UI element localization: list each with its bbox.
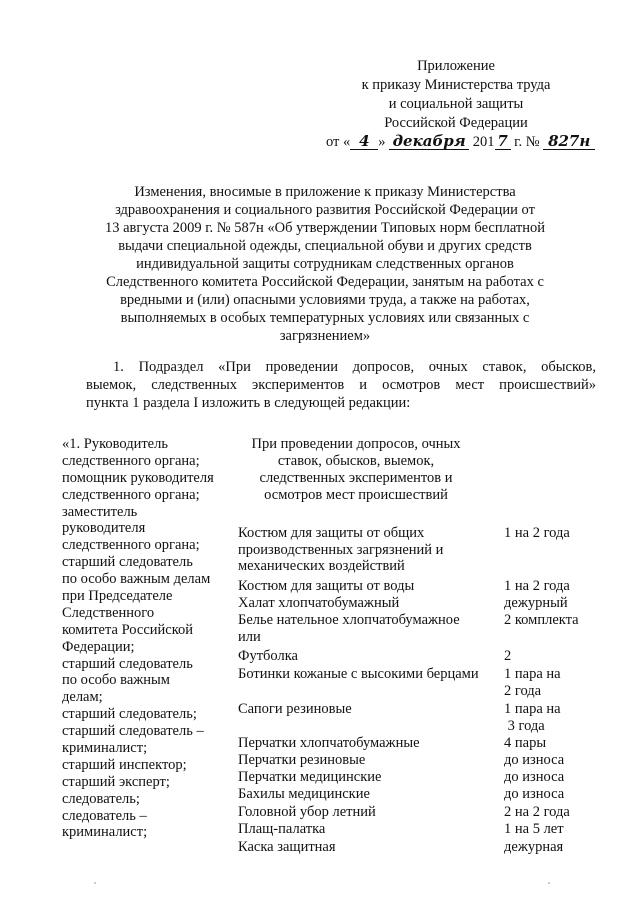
item-name-line: Халат хлопчатобумажный xyxy=(238,595,400,611)
item-name-line: Бахилы медицинские xyxy=(238,786,370,802)
order-mid: » xyxy=(378,134,386,150)
paragraph-line: выемок, следственных экспериментов и осмотров мест происшествий» xyxy=(86,377,596,393)
position-line: следственного органа; xyxy=(62,486,200,503)
item-norm-line: 2 года xyxy=(504,683,542,699)
item-name-line: Головной убор летний xyxy=(238,804,376,820)
item-name xyxy=(238,786,496,803)
paragraph-line: 1. Подраздел «При проведении допросов, очных ставок, обысков, xyxy=(113,359,596,375)
item-norm-line: 2 xyxy=(504,648,512,664)
item-name xyxy=(238,525,496,575)
title-line: выполняемых в особых температурных условиях или связанных с xyxy=(120,310,530,326)
position-line: старший инспектор; xyxy=(62,756,187,773)
item-name xyxy=(238,648,496,665)
item-name xyxy=(238,735,496,752)
item-name-line: механических воздействий xyxy=(238,558,405,574)
position-line: криминалист; xyxy=(62,740,148,757)
position-line: следователь – xyxy=(62,807,147,824)
item-name xyxy=(238,666,496,683)
order-prefix: от « xyxy=(326,134,351,150)
heading-line: ставок, обысков, выемок, xyxy=(277,453,435,469)
position-line: по особо важным делам xyxy=(62,571,211,588)
item-norm-line: 2 комплекта xyxy=(504,612,579,628)
appendix-label: Приложение xyxy=(417,58,495,74)
appendix-ministry: и социальной защиты xyxy=(388,96,524,112)
title-line: индивидуальной защиты сотрудникам следственных органов xyxy=(136,256,514,272)
title-line: 13 августа 2009 г. № 587н «Об утверждении Типовых норм бесплатной xyxy=(104,220,546,236)
item-norm-line: до износа xyxy=(504,752,565,768)
title-line: загрязнением» xyxy=(279,328,371,344)
title-line: здравоохранения и социального развития Российской Федерации от xyxy=(115,202,535,218)
order-day: 4 xyxy=(350,133,378,150)
position-line: при Председателе xyxy=(62,588,173,605)
positions-column xyxy=(62,436,232,841)
paragraph-line: пункта 1 раздела I изложить в следующей редакции: xyxy=(86,395,411,411)
order-number: 827н xyxy=(543,133,595,150)
position-line: руководителя xyxy=(62,520,146,537)
appendix-order-ref: к приказу Министерства труда xyxy=(361,77,551,93)
position-line: помощник руководителя xyxy=(62,469,214,486)
title-line: Следственного комитета Российской Федерации, занятым на работах с xyxy=(106,274,544,290)
document-title xyxy=(70,183,580,345)
position-line: старший следователь xyxy=(62,655,193,672)
heading-line: следственных экспериментов и xyxy=(259,470,453,486)
item-norm xyxy=(504,839,588,856)
item-name-line: Костюм для защиты от общих xyxy=(238,525,425,541)
item-name-line: Каска защитная xyxy=(238,839,336,855)
item-name-line: Белье нательное хлопчатобумажное xyxy=(238,612,460,628)
item-norm xyxy=(504,769,588,786)
item-name xyxy=(238,701,496,718)
item-norm xyxy=(504,525,588,542)
item-norm-line: 1 пара на xyxy=(504,666,561,682)
order-year-prefix: 201 xyxy=(472,134,495,150)
appendix-header xyxy=(326,57,591,152)
item-norm xyxy=(504,786,588,803)
item-name-line: Сапоги резиновые xyxy=(238,701,352,717)
item-norm xyxy=(504,804,588,821)
appendix-country: Российской Федерации xyxy=(384,115,528,131)
heading-line: осмотров мест происшествий xyxy=(264,487,448,503)
item-name xyxy=(238,595,496,612)
work-conditions-heading xyxy=(236,436,476,504)
item-norm xyxy=(504,735,588,752)
item-name-line: производственных загрязнений и xyxy=(238,541,444,558)
item-name xyxy=(238,839,496,856)
item-name-line: Плащ-палатка xyxy=(238,821,326,837)
item-norm-line: 3 года xyxy=(504,718,545,734)
item-name-line: Ботинки кожаные с высокими берцами xyxy=(238,666,479,682)
item-name xyxy=(238,578,496,595)
position-line: старший следователь – xyxy=(62,723,204,740)
item-norm xyxy=(504,752,588,769)
order-year-suffix: г. № xyxy=(514,134,540,150)
order-month: декабря xyxy=(389,133,469,150)
item-norm-line: дежурный xyxy=(504,595,568,611)
position-line: старший эксперт; xyxy=(62,773,170,790)
item-name-line: Перчатки хлопчатобумажные xyxy=(238,735,420,751)
item-name xyxy=(238,821,496,838)
position-line: «1. Руководитель xyxy=(62,436,168,452)
position-line: старший следователь xyxy=(62,554,193,571)
position-line: комитета Российской xyxy=(62,621,194,638)
item-norm xyxy=(504,821,588,838)
scan-speck xyxy=(548,882,550,884)
item-norm xyxy=(504,612,588,629)
order-year-digit: 7 xyxy=(495,133,511,150)
position-line: криминалист; xyxy=(62,824,148,841)
item-name-line: Костюм для защиты от воды xyxy=(238,578,415,594)
position-line: делам; xyxy=(62,689,103,706)
item-norm-line: до износа xyxy=(504,786,565,802)
item-norm-line: 1 пара на xyxy=(504,701,561,717)
position-line: следователь; xyxy=(62,790,140,807)
item-norm xyxy=(504,666,588,700)
title-line: вредными и (или) опасными условиями труда, а также на работах, xyxy=(120,292,530,308)
item-norm-line: 1 на 5 лет xyxy=(504,821,564,837)
item-norm-line: 2 на 2 года xyxy=(504,804,570,820)
item-norm-line: 4 пары xyxy=(504,735,547,751)
scan-speck xyxy=(94,882,96,884)
position-line: Федерации; xyxy=(62,638,135,655)
item-norm-line: 1 на 2 года xyxy=(504,578,570,594)
position-line: заместитель xyxy=(62,503,138,520)
paragraph-1 xyxy=(86,358,596,412)
title-line: выдачи специальной одежды, специальной обуви и других средств xyxy=(118,238,532,254)
item-name-line: или xyxy=(238,628,261,645)
item-norm xyxy=(504,701,588,735)
heading-line: При проведении допросов, очных xyxy=(251,436,461,452)
item-norm xyxy=(504,648,588,665)
item-name xyxy=(238,769,496,786)
item-name xyxy=(238,612,496,645)
item-norm xyxy=(504,578,588,595)
position-line: Следственного xyxy=(62,604,155,621)
item-name xyxy=(238,752,496,769)
order-date-line xyxy=(326,132,591,152)
title-line: Изменения, вносимые в приложение к приказу Министерства xyxy=(134,184,516,200)
position-line: по особо важным xyxy=(62,672,170,689)
position-line: следственного органа; xyxy=(62,537,200,554)
item-norm-line: дежурная xyxy=(504,839,564,855)
item-name xyxy=(238,804,496,821)
position-line: старший следователь; xyxy=(62,706,197,723)
item-name-line: Перчатки медицинские xyxy=(238,769,382,785)
item-norm-line: 1 на 2 года xyxy=(504,525,570,541)
item-name-line: Футболка xyxy=(238,648,298,664)
position-line: следственного органа; xyxy=(62,452,200,469)
item-norm-line: до износа xyxy=(504,769,565,785)
item-name-line: Перчатки резиновые xyxy=(238,752,366,768)
item-norm xyxy=(504,595,588,612)
